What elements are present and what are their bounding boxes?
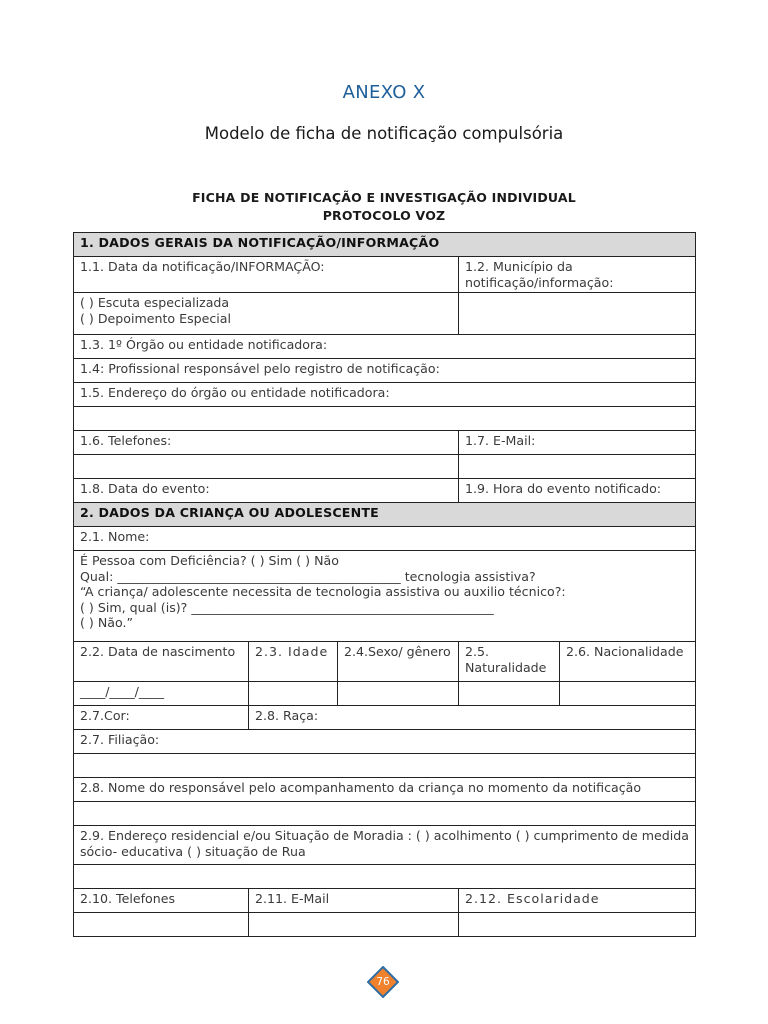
field-guardian-name[interactable]: 2.8. Nome do responsável pelo acompanhamento da criança no momento da notificação bbox=[74, 778, 696, 802]
assistive-tech-which[interactable]: Qual: _____________________________________________ tecnologia assistiva? bbox=[80, 568, 536, 584]
field-notifying-entity[interactable]: 1.3. 1º Órgão ou entidade notificadora: bbox=[74, 335, 696, 359]
field-residential-address[interactable]: 2.9. Endereço residencial e/ou Situação de Moradia : ( ) acolhimento ( ) cumprimento de medida sócio- educativa ( ) situação de Rua bbox=[74, 826, 696, 865]
education-blank[interactable] bbox=[459, 913, 696, 937]
field-event-date[interactable]: 1.8. Data do evento: bbox=[74, 479, 459, 503]
field-education[interactable]: 2.12. Escolaridade bbox=[459, 889, 696, 913]
section-2-heading: 2. DADOS DA CRIANÇA OU ADOLESCENTE bbox=[74, 503, 696, 527]
field-entity-address[interactable]: 1.5. Endereço do órgão ou entidade notificadora: bbox=[74, 383, 696, 407]
assistive-tech-question: “A criança/ adolescente necessita de tecnologia assistiva ou auxilio técnico?: bbox=[80, 584, 566, 599]
field-birthplace[interactable]: 2.5. Naturalidade bbox=[459, 642, 560, 682]
field-guardian-name-blank[interactable] bbox=[74, 802, 696, 826]
annex-title: ANEXO X bbox=[342, 82, 426, 103]
field-color[interactable]: 2.7.Cor: bbox=[74, 706, 249, 730]
option-depoimento-especial[interactable]: ( ) Depoimento Especial bbox=[80, 310, 232, 326]
form-title-line-2: PROTOCOLO VOZ bbox=[322, 208, 446, 223]
field-entity-address-blank[interactable] bbox=[74, 407, 696, 431]
field-age[interactable]: 2.3. Idade bbox=[249, 642, 338, 682]
section-1-heading: 1. DADOS GERAIS DA NOTIFICAÇÃO/INFORMAÇÃO bbox=[74, 233, 696, 257]
option-escuta-especializada[interactable]: ( ) Escuta especializada bbox=[80, 295, 230, 310]
document-subtitle: Modelo de ficha de notificação compulsória bbox=[204, 124, 564, 143]
procedure-type-options bbox=[74, 293, 459, 335]
field-notification-municipality[interactable]: 1.2. Município da notificação/informação: bbox=[459, 257, 696, 293]
form-title-line-1: FICHA DE NOTIFICAÇÃO E INVESTIGAÇÃO INDIVIDUAL bbox=[192, 190, 576, 205]
nationality-blank[interactable] bbox=[560, 682, 696, 706]
field-child-name[interactable]: 2.1. Nome: bbox=[74, 527, 696, 551]
disability-question[interactable]: É Pessoa com Deficiência? ( ) Sim ( ) Não bbox=[80, 553, 339, 568]
field-email-blank[interactable] bbox=[459, 455, 696, 479]
field-email[interactable]: 1.7. E-Mail: bbox=[459, 431, 696, 455]
field-race[interactable]: 2.8. Raça: bbox=[249, 706, 696, 730]
field-nationality[interactable]: 2.6. Nacionalidade bbox=[560, 642, 696, 682]
field-filiation-blank[interactable] bbox=[74, 754, 696, 778]
field-birth-date[interactable]: 2.2. Data de nascimento bbox=[74, 642, 249, 682]
field-event-time[interactable]: 1.9. Hora do evento notificado: bbox=[459, 479, 696, 503]
birth-date-blank[interactable]: ____/____/____ bbox=[74, 682, 249, 706]
field-phones-blank[interactable] bbox=[74, 455, 459, 479]
child-email-blank[interactable] bbox=[249, 913, 459, 937]
field-notification-date[interactable]: 1.1. Data da notificação/INFORMAÇÃO: bbox=[74, 257, 459, 293]
field-residential-address-blank[interactable] bbox=[74, 865, 696, 889]
field-child-phones[interactable]: 2.10. Telefones bbox=[74, 889, 249, 913]
field-filiation[interactable]: 2.7. Filiação: bbox=[74, 730, 696, 754]
form-title bbox=[0, 189, 768, 225]
field-responsible-professional[interactable]: 1.4: Profissional responsável pelo registro de notificação: bbox=[74, 359, 696, 383]
child-phones-blank[interactable] bbox=[74, 913, 249, 937]
field-sex-gender[interactable]: 2.4.Sexo/ gênero bbox=[338, 642, 459, 682]
empty-cell[interactable] bbox=[459, 293, 696, 335]
assistive-tech-no-option[interactable]: ( ) Não.” bbox=[80, 615, 133, 630]
sex-gender-blank[interactable] bbox=[338, 682, 459, 706]
age-blank[interactable] bbox=[249, 682, 338, 706]
page-number: 76 bbox=[376, 976, 390, 988]
field-child-email[interactable]: 2.11. E-Mail bbox=[249, 889, 459, 913]
assistive-tech-yes-option[interactable]: ( ) Sim, qual (is)? ________________________________________________ bbox=[80, 599, 494, 615]
disability-block bbox=[74, 551, 696, 642]
field-phones[interactable]: 1.6. Telefones: bbox=[74, 431, 459, 455]
birthplace-blank[interactable] bbox=[459, 682, 560, 706]
notification-form-table bbox=[73, 232, 696, 937]
